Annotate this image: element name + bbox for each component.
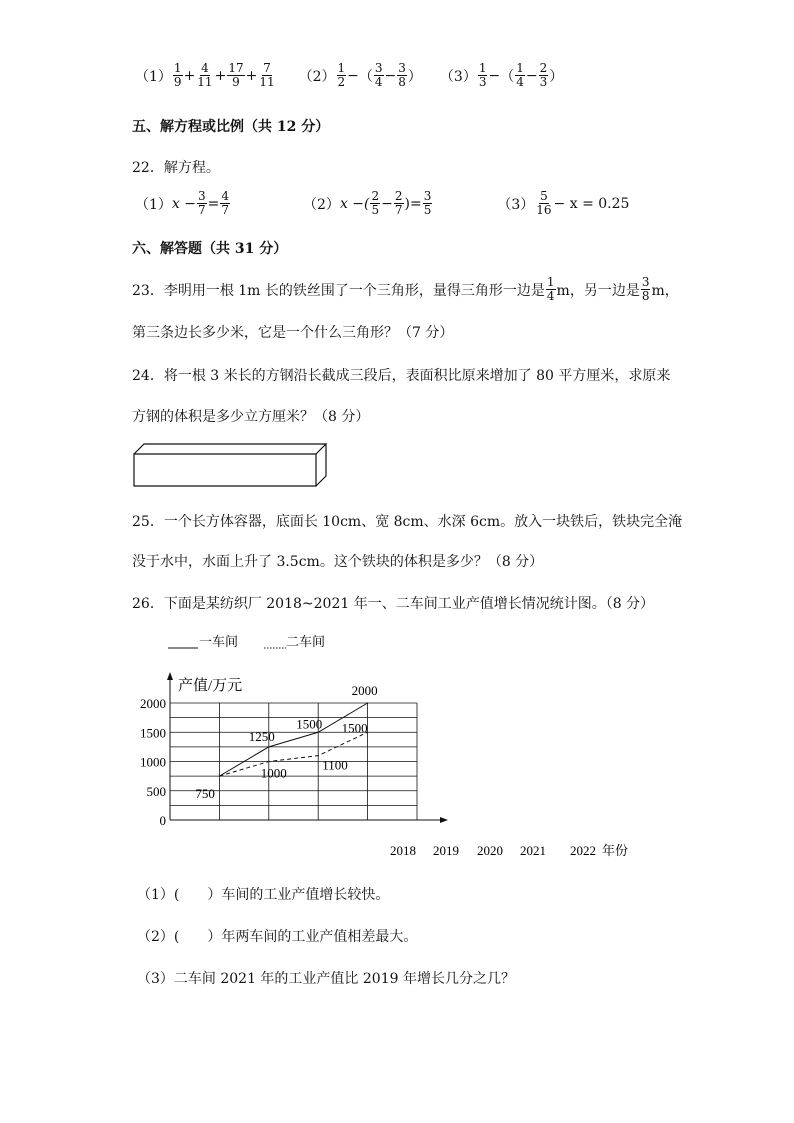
x-tick-label: 2018: [390, 843, 416, 858]
operator: +: [245, 67, 258, 84]
y-axis-label: 产值/万元: [178, 678, 243, 694]
series-1-line-point: [268, 746, 269, 747]
section-6-title: 六、解答题（共 31 分）: [132, 241, 288, 257]
fraction: $\frac{17}{9}$: [228, 61, 244, 89]
series-2-data-label: 1500: [341, 720, 368, 736]
x-axis-arrow: [440, 817, 448, 823]
operator: −: [525, 67, 538, 84]
q24-line2: 方钢的体积是多少立方厘米？（8 分）: [132, 409, 370, 425]
line-chart: [120, 628, 640, 868]
fraction: $\frac{7}{11}$: [259, 61, 275, 89]
section-5-title: 五、解方程或比例（共 12 分）: [132, 119, 330, 135]
paren: （: [500, 68, 515, 85]
y-axis-arrow: [167, 672, 173, 680]
y-tick-label: 1000: [140, 754, 166, 770]
x-tick-label: 2020: [477, 843, 503, 858]
paren: （: [358, 68, 373, 85]
y-tick-label: 500: [146, 783, 166, 799]
operator: −: [347, 67, 359, 84]
fraction: $\frac{2}{5}$: [371, 189, 380, 217]
operator: +: [183, 67, 196, 84]
q22-e3-label: （3）: [497, 196, 535, 213]
y-tick-label: 0: [159, 813, 166, 828]
fraction: $\frac{1}{9}$: [173, 61, 182, 89]
operator: −: [384, 67, 397, 84]
fraction: $\frac{1}{3}$: [478, 61, 487, 89]
q21-p2-label: （2）: [298, 68, 336, 85]
q21-p3-label: （3）: [439, 68, 477, 85]
paren: ）: [407, 68, 422, 85]
series-1-line-point: [318, 732, 319, 733]
q22-e2-label: （2）: [303, 196, 340, 213]
q26-sub1: （1）( ）车间的工业产值增长较快。: [137, 887, 390, 903]
paren: ）: [549, 68, 564, 85]
operator: −: [381, 195, 393, 212]
fraction: $\frac{4}{7}$: [221, 189, 230, 217]
text: m，: [651, 282, 679, 299]
expr: − x = 0.25: [553, 195, 630, 212]
expr: )=: [404, 195, 422, 212]
fraction: $\frac{2}{3}$: [539, 61, 548, 89]
operator: +: [214, 67, 227, 84]
q22-e1-label: （1）: [135, 196, 172, 213]
q26-stem: 26．下面是某纺织厂 2018~2021 年一、二车间工业产值增长情况统计图。（8 分）: [132, 596, 655, 612]
series-2-data-label: 1100: [322, 757, 348, 773]
series-1-data-label: 1250: [248, 728, 275, 744]
fraction: $\frac{5}{16}$: [536, 189, 552, 217]
cuboid-top-face: [134, 444, 326, 454]
operator: −: [488, 67, 501, 84]
q25-line2: 没于水中，水面上升了 3.5cm。这个铁块的体积是多少？（8 分）: [132, 554, 544, 570]
q25-line1: 25．一个长方体容器，底面长 10cm、宽 8cm、水深 6cm。放入一块铁后，铁块完全淹: [132, 514, 683, 530]
fraction: $\frac{3}{8}$: [641, 275, 650, 303]
q21-parts: [135, 62, 563, 89]
q21-p1-label: （1）: [135, 68, 172, 85]
cuboid-figure: [130, 440, 340, 490]
series-1-line-point: [367, 702, 368, 703]
expr: x −(: [339, 195, 370, 212]
fraction: $\frac{1}{4}$: [546, 275, 555, 303]
legend-label-series-1: 一车间: [199, 634, 239, 649]
q22-equations: [135, 190, 629, 217]
x-tick-label: 2022: [570, 843, 596, 858]
fraction: $\frac{3}{8}$: [398, 61, 406, 89]
q23-line2: 第三条边长多少米，它是一个什么三角形？（7 分）: [132, 325, 454, 341]
fraction: $\frac{2}{7}$: [394, 189, 403, 217]
cuboid-side-face: [316, 444, 326, 486]
series-1-data-label: 1500: [296, 716, 323, 732]
fraction: $\frac{3}{4}$: [374, 61, 383, 89]
x-tick-label: 2019: [433, 843, 459, 858]
expr: x −: [171, 195, 196, 212]
q23-line1: [132, 276, 679, 303]
operator: =: [207, 195, 220, 212]
q26-sub2: （2）( ）年两车间的工业产值相差最大。: [137, 929, 418, 945]
series-2-line-point: [318, 755, 319, 756]
x-axis-label: 年份: [602, 843, 629, 858]
x-tick-label: 2021: [520, 843, 546, 858]
fraction: $\frac{3}{7}$: [198, 189, 206, 217]
series-2-line-point: [219, 776, 220, 777]
fraction: $\frac{3}{5}$: [423, 189, 432, 217]
legend-label-series-2: 二车间: [286, 634, 326, 649]
cuboid-front-face: [134, 454, 316, 486]
text: m，另一边是: [556, 282, 640, 299]
y-tick-label: 2000: [140, 696, 166, 711]
series-1-data-label: 2000: [351, 683, 378, 698]
y-tick-label: 1500: [140, 725, 166, 741]
series-2-data-label: 1000: [260, 765, 287, 781]
q22-stem: 22．解方程。: [132, 160, 220, 176]
fraction: $\frac{4}{11}$: [197, 61, 213, 89]
fraction: $\frac{1}{4}$: [516, 61, 524, 89]
fraction: $\frac{1}{2}$: [337, 61, 346, 89]
text: 23．李明用一根 1m 长的铁丝围了一个三角形，量得三角形一边是: [132, 282, 545, 299]
series-1-data-label: 750: [195, 786, 215, 802]
q24-line1: 24．将一根 3 米长的方钢沿长截成三段后，表面积比原来增加了 80 平方厘米，求原来: [132, 368, 671, 384]
q26-sub3: （3）二车间 2021 年的工业产值比 2019 年增长几分之几？: [137, 971, 515, 987]
series-2-line-point: [268, 761, 269, 762]
